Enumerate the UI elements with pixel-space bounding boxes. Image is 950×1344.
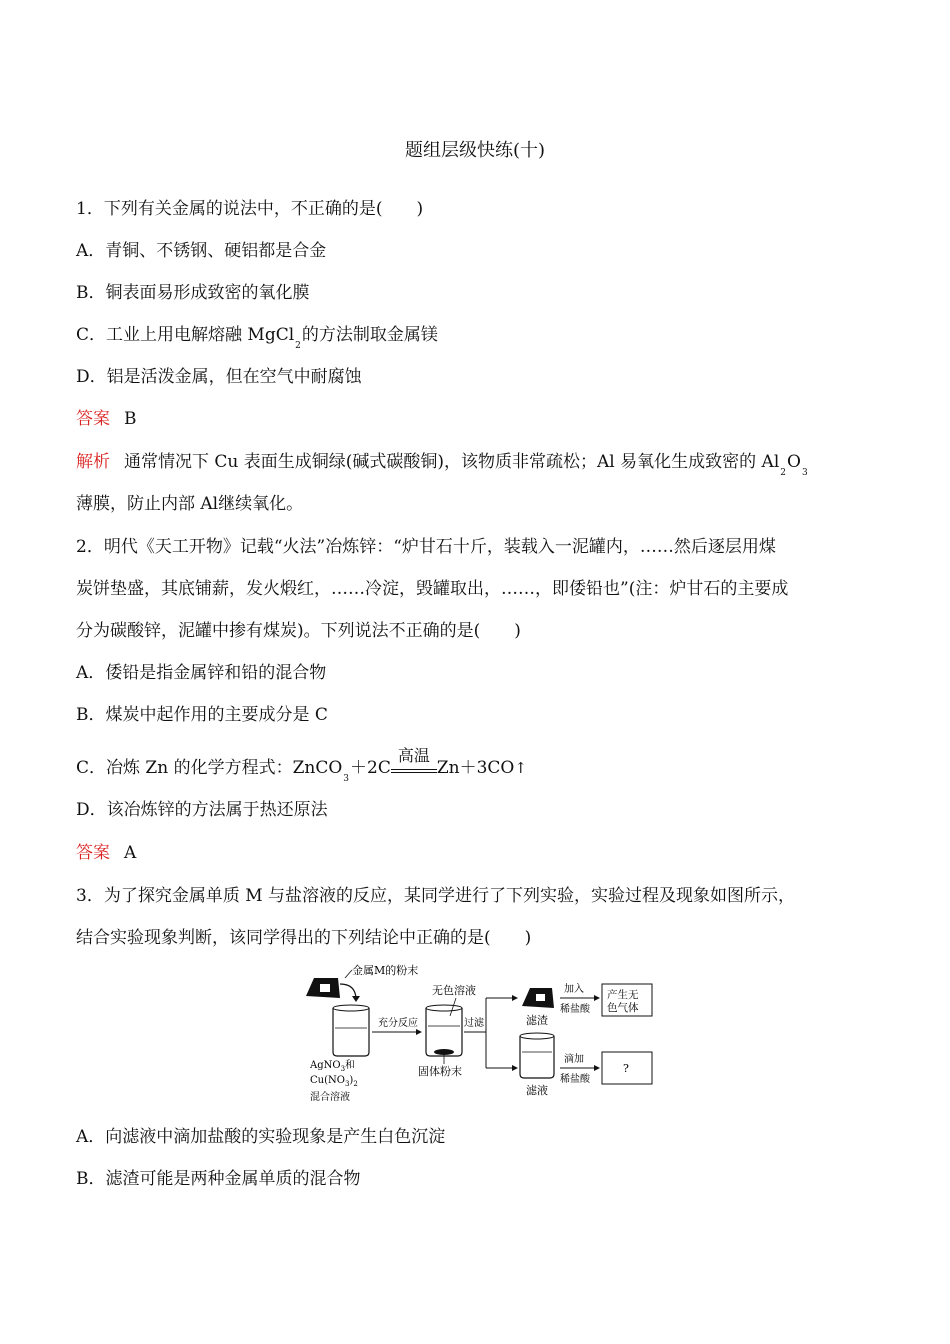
q1-option-a: A．青铜、不锈钢、硬铝都是合金 bbox=[76, 241, 327, 261]
beaker-2 bbox=[426, 1005, 462, 1056]
label-mix-2: $Cu(NO_3)_2$ bbox=[310, 1075, 358, 1088]
q3-option-a: A．向滤液中滴加盐酸的实验现象是产生白色沉淀 bbox=[76, 1127, 446, 1147]
label-mix-3: 混合溶液 bbox=[310, 1092, 350, 1103]
label-filtrate: 滤液 bbox=[526, 1084, 548, 1097]
label-powder: 金属M的粉末 bbox=[352, 964, 419, 977]
label-drop: 滴加 bbox=[564, 1054, 584, 1065]
q1-analysis bbox=[76, 451, 809, 484]
q1-option-c-post: 的方法制取金属镁 bbox=[301, 325, 438, 345]
q2-option-d: D．该冶炼锌的方法属于热还原法 bbox=[76, 800, 328, 820]
colorless-leader bbox=[450, 998, 456, 1016]
arrow-react-head bbox=[416, 1029, 422, 1035]
arrow-add-head bbox=[594, 995, 600, 1001]
q2-stem-3: 分为碳酸锌，泥罐中掺有煤炭)。下列说法不正确的是( ) bbox=[76, 621, 521, 641]
q1-option-d: D．铝是活泼金属，但在空气中耐腐蚀 bbox=[76, 367, 362, 387]
beaker-3 bbox=[520, 1033, 554, 1078]
label-react: 充分反应 bbox=[378, 1018, 418, 1029]
label-dilute-hcl-2: 稀盐酸 bbox=[560, 1074, 590, 1085]
label-dilute-hcl-1: 稀盐酸 bbox=[560, 1004, 590, 1015]
q1-option-b: B．铜表面易形成致密的氧化膜 bbox=[76, 283, 310, 303]
q2-option-a: A．倭铅是指金属锌和铅的混合物 bbox=[76, 663, 327, 683]
q3-stem-1: 3．为了探究金属单质 M 与盐溶液的反应，某同学进行了下列实验，实验过程及现象如图所示， bbox=[76, 886, 796, 906]
q2-option-c bbox=[76, 746, 527, 790]
experiment-diagram bbox=[300, 960, 660, 1110]
q1-analysis-cont: 薄膜，防止内部 Al继续氧化。 bbox=[76, 494, 304, 514]
q3-option-b: B．滤渣可能是两种金属单质的混合物 bbox=[76, 1169, 361, 1189]
label-solid: 固体粉末 bbox=[418, 1065, 462, 1078]
q2-stem-2: 炭饼垫盛，其底铺薪，发火煅红，……冷淀，毁罐取出，……，即倭铅也”(注：炉甘石的主要成 bbox=[76, 579, 789, 599]
pour-arrow bbox=[340, 984, 356, 998]
pour-arrow-head bbox=[352, 996, 360, 1002]
q2-answer-value: A bbox=[124, 843, 137, 863]
powder-leader bbox=[345, 970, 352, 978]
label-residue: 滤渣 bbox=[526, 1014, 548, 1027]
q1-answer bbox=[76, 408, 137, 430]
q1-analysis-label: 解析 bbox=[76, 452, 110, 472]
q2-answer bbox=[76, 842, 136, 864]
q1-analysis-sub2: 3 bbox=[801, 468, 808, 478]
condition-text: 高温 bbox=[397, 746, 430, 765]
label-colorless: 无色溶液 bbox=[432, 984, 476, 997]
q1-option-c-sub: 2 bbox=[295, 341, 301, 351]
branch-bottom-head bbox=[512, 1065, 518, 1071]
q2-option-c-sub: 3 bbox=[343, 774, 350, 784]
q1-analysis-o: O bbox=[787, 452, 801, 472]
gas-arrow-icon: ↑ bbox=[514, 759, 527, 777]
branch-top-head bbox=[512, 995, 518, 1001]
q1-analysis-text: 通常情况下 Cu 表面生成铜绿(碱式碳酸铜)，该物质非常疏松；Al 易氧化生成致密的 Al bbox=[124, 452, 780, 472]
reaction-condition bbox=[391, 746, 437, 773]
experiment-svg bbox=[300, 960, 660, 1110]
equals-sign bbox=[391, 769, 437, 773]
q2-stem-1: 2．明代《天工开物》记载“火法”冶炼锌：“炉甘石十斤，装载入一泥罐内，……然后逐层用煤 bbox=[76, 537, 776, 557]
q2-option-b: B．煤炭中起作用的主要成分是 C bbox=[76, 705, 328, 725]
q1-answer-value: B bbox=[124, 409, 137, 429]
q2-answer-label: 答案 bbox=[76, 843, 110, 863]
label-mix-1: AgNO$_3$和 bbox=[310, 1060, 356, 1073]
q2-option-c-mid: ＋2C bbox=[350, 758, 391, 778]
spatula-icon bbox=[306, 978, 340, 998]
page-title: 题组层级快练(十) bbox=[404, 140, 546, 161]
q1-analysis-sub1: 2 bbox=[780, 468, 786, 478]
label-question: ? bbox=[623, 1062, 629, 1075]
q1-stem: 1．下列有关金属的说法中，不正确的是( ) bbox=[76, 199, 424, 219]
q2-option-c-pre: C．冶炼 Zn 的化学方程式：ZnCO bbox=[76, 758, 343, 778]
q3-stem-2: 结合实验现象判断，该同学得出的下列结论中正确的是( ) bbox=[76, 928, 532, 948]
q1-answer-label: 答案 bbox=[76, 409, 110, 429]
beaker-1 bbox=[333, 1005, 369, 1056]
q1-option-c bbox=[76, 324, 438, 357]
q1-option-c-pre: C．工业上用电解熔融 MgCl bbox=[76, 325, 295, 345]
q2-option-c-post: Zn＋3CO bbox=[436, 758, 515, 778]
label-result-1: 产生无 bbox=[607, 989, 639, 1001]
label-filter: 过滤 bbox=[464, 1018, 484, 1029]
arrow-drop-head bbox=[594, 1065, 600, 1071]
residue-spatula-icon bbox=[522, 988, 554, 1008]
label-add: 加入 bbox=[564, 984, 584, 995]
label-result-2: 色气体 bbox=[607, 1002, 639, 1014]
